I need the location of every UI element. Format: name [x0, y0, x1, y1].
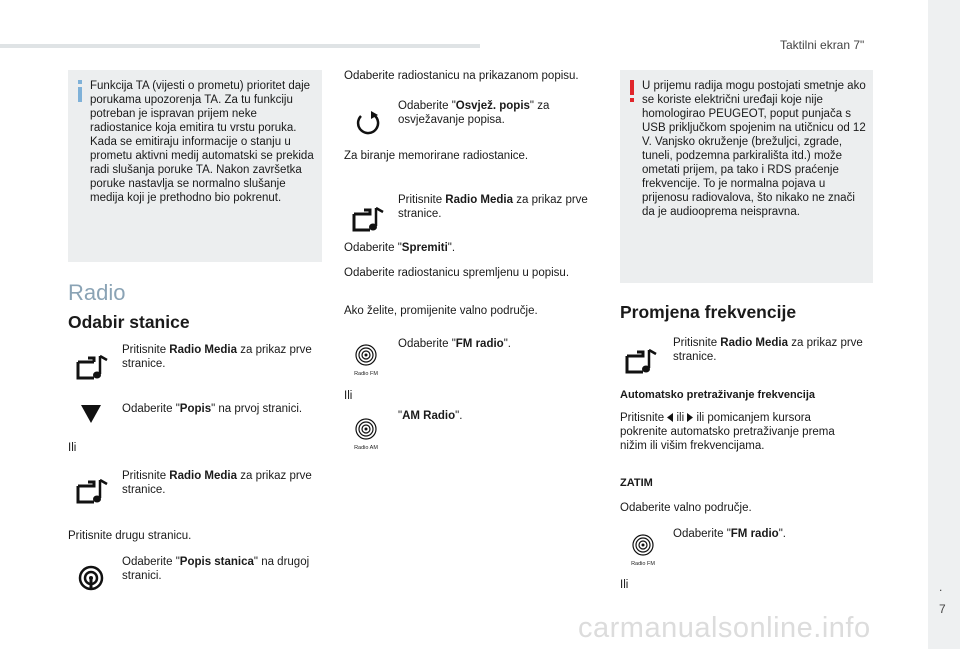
step-radio-media-1 — [122, 343, 312, 371]
step-fm-radio-2 — [673, 527, 786, 541]
step-text: Pritisnite — [673, 337, 721, 349]
info-box-text: Funkcija TA (vijesti o prometu) prioritet daje porukama upozorenja TA. Za tu funkciju potreban je ispravan prijem neke radiostanice koja emitira tu vrstu poruka. Kada se emitiraju informacije o stanju u prometu aktivni medij automatski se prekida radi slušanja poruke TA. Nakon završetka poruke nastavlja se normalno slušanje medija koji je prethodno bio pokrenut. — [90, 80, 314, 204]
step-fm-radio — [398, 337, 511, 351]
step-popis-stanica — [122, 555, 312, 583]
select-station-text: Odaberite radiostanicu na prikazanom popisu. — [344, 70, 579, 82]
step-bold: Popis stanica — [179, 556, 254, 568]
radio-media-icon — [76, 476, 110, 506]
select-saved-text: Odaberite radiostanicu spremljenu u popisu. — [344, 267, 570, 279]
step-text: Odaberite " — [122, 556, 180, 568]
step-radio-media-3 — [398, 193, 588, 221]
step-bold: Radio Media — [169, 470, 238, 482]
band-text: Ako želite, promijenite valno područje. — [344, 305, 538, 317]
step-radio-media-4 — [673, 336, 863, 364]
step-text: Odaberite " — [398, 100, 456, 112]
page-number: 7 — [939, 602, 946, 616]
radio-am-label: Radio AM — [354, 445, 378, 451]
step-bold: AM Radio — [402, 410, 456, 422]
radio-media-icon — [352, 204, 386, 234]
continue-mark: . — [939, 580, 943, 594]
broadcast-icon — [78, 565, 104, 591]
druga-stranica-text: Pritisnite drugu stranicu. — [68, 530, 192, 542]
step-text: ili pomicanjem kursora pokrenite automatsko pretraživanje prema nižim ili višim frekvencijama. — [620, 412, 835, 452]
refresh-icon — [355, 110, 381, 136]
info-icon — [76, 80, 84, 102]
step-text: ". — [778, 528, 786, 540]
step-text: " — [398, 410, 403, 422]
step-text: Odaberite " — [398, 338, 456, 350]
step-bold: Radio Media — [720, 337, 789, 349]
step-text: za prikaz prve stranice. — [122, 344, 312, 370]
radio-fm-label: Radio FM — [631, 561, 655, 567]
ili-right: Ili — [620, 579, 629, 591]
step-refresh — [398, 99, 588, 127]
step-bold: FM radio — [455, 338, 504, 350]
watermark: carmanualsonline.info — [578, 612, 871, 644]
step-text: ". — [455, 410, 463, 422]
down-triangle-icon — [80, 402, 102, 424]
radio-am-icon — [349, 416, 383, 452]
step-text: Pritisnite — [620, 412, 668, 424]
step-text: ". — [447, 242, 456, 254]
step-bold: FM radio — [730, 528, 779, 540]
step-text: za prikaz prve stranice. — [122, 470, 312, 496]
header-rule — [0, 44, 480, 48]
auto-search-text — [620, 411, 860, 453]
ili-left: Ili — [68, 442, 77, 454]
step-text: Pritisnite — [122, 470, 170, 482]
zatim-label: ZATIM — [620, 477, 653, 489]
step-text: Pritisnite — [398, 194, 446, 206]
heading-auto-search: Automatsko pretraživanje frekvencija — [620, 389, 816, 401]
step-popis — [122, 402, 322, 416]
step-am-radio — [398, 409, 462, 423]
radio-fm-icon — [626, 532, 660, 568]
step-text: Odaberite " — [673, 528, 731, 540]
memo-text: Za biranje memorirane radiostanice. — [344, 150, 529, 162]
section-title-radio: Radio — [68, 280, 126, 305]
step-text: za prikaz prve stranice. — [673, 337, 863, 363]
step-text: " na prvoj stranici. — [211, 403, 303, 415]
step-bold: Radio Media — [445, 194, 514, 206]
radio-fm-icon — [349, 342, 383, 378]
radio-media-icon — [625, 346, 659, 376]
heading-promjena-frekvencije: Promjena frekvencije — [620, 302, 797, 322]
step-text: " na drugoj stranici. — [122, 556, 310, 582]
warning-box — [620, 70, 873, 283]
step-spremiti — [344, 241, 455, 255]
step-text: Odaberite " — [344, 242, 402, 254]
page-header-title: Taktilni ekran 7" — [780, 38, 865, 52]
step-text: ili — [673, 412, 688, 424]
step-text: Odaberite " — [122, 403, 180, 415]
radio-media-icon — [76, 352, 110, 382]
radio-fm-label: Radio FM — [354, 371, 378, 377]
step-bold: Spremiti — [401, 242, 448, 254]
select-band-text: Odaberite valno područje. — [620, 502, 752, 514]
heading-odabir-stanice: Odabir stanice — [68, 312, 190, 332]
warning-icon — [628, 80, 636, 102]
step-bold: Popis — [179, 403, 212, 415]
step-text: Pritisnite — [122, 344, 170, 356]
step-text: za prikaz prve stranice. — [398, 194, 588, 220]
ili-middle: Ili — [344, 390, 353, 402]
step-text: ". — [503, 338, 511, 350]
info-box — [68, 70, 322, 262]
step-bold: Osvjež. popis — [455, 100, 530, 112]
step-bold: Radio Media — [169, 344, 238, 356]
step-text: " za osvježavanje popisa. — [398, 100, 550, 126]
warning-box-text: U prijemu radija mogu postojati smetnje ako se koriste električni uređaji koje nije homologirao PEUGEOT, poput punjača s USB priključkom spojenim na utičnicu od 12 V. Vanjsko okruženje (brežuljci, zgrade, tuneli, podzemna parkirališta itd.) može ometati prijem, pa tako i RDS praćenje frekvencije. To je normalna pojava u prijenosu radiovalova, što nikako ne znači da je audiooprema neispravna. — [642, 80, 866, 218]
step-radio-media-2 — [122, 469, 312, 497]
side-strip — [928, 0, 960, 649]
